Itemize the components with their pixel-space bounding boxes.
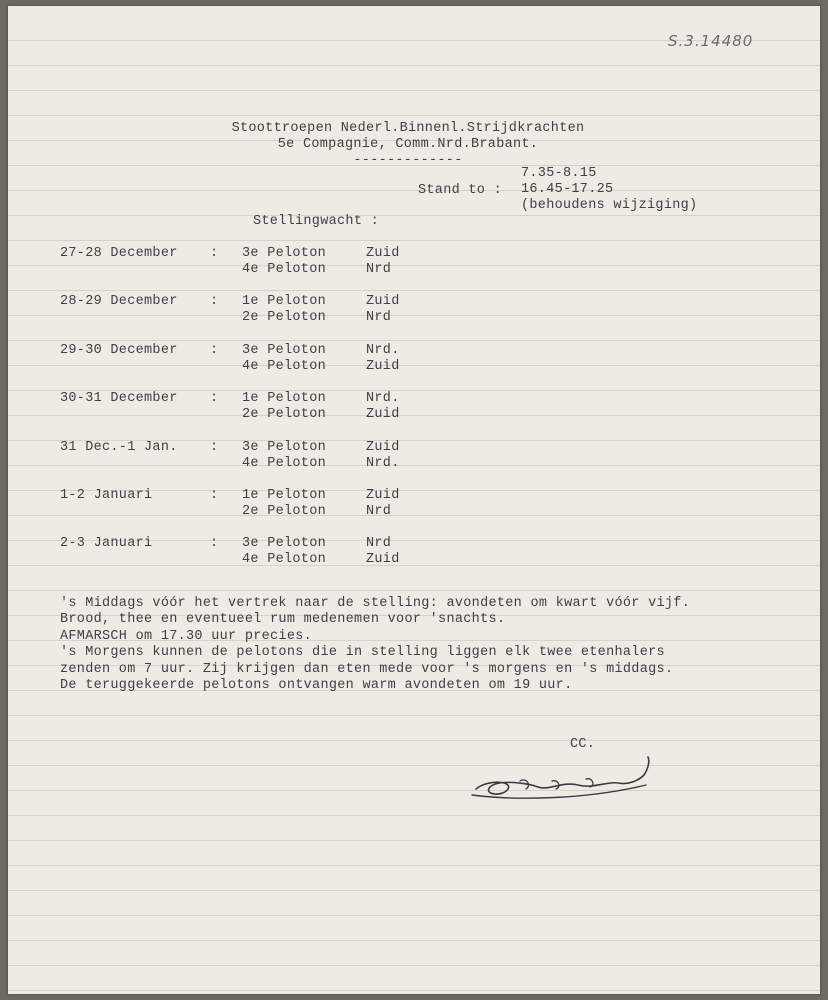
peloton-name: 2e Peloton <box>242 407 327 422</box>
note-line: zenden om 7 uur. Zij krijgen dan eten mede voor 's morgens en 's middags. <box>60 661 674 677</box>
peloton-name: 3e Peloton <box>242 246 327 261</box>
entry-colon: : <box>210 488 219 503</box>
schedule-entry <box>60 343 460 379</box>
peloton-name: 3e Peloton <box>242 440 327 455</box>
schedule-entry <box>60 294 460 330</box>
entry-date: 31 Dec.-1 Jan. <box>60 440 178 455</box>
schedule-entry <box>60 440 460 476</box>
entry-colon: : <box>210 391 219 406</box>
entry-colon: : <box>210 343 219 358</box>
peloton-position: Zuid <box>366 359 400 374</box>
entry-date: 1-2 Januari <box>60 488 153 503</box>
peloton-position: Nrd. <box>366 456 400 471</box>
stand-to-times <box>521 166 697 214</box>
header-line-2: 5e Compagnie, Comm.Nrd.Brabant. <box>277 137 539 152</box>
entry-colon: : <box>210 440 219 455</box>
entry-date: 28-29 December <box>60 294 178 309</box>
entry-date: 27-28 December <box>60 246 178 261</box>
entry-date: 29-30 December <box>60 343 178 358</box>
peloton-position: Nrd <box>366 504 392 519</box>
peloton-position: Zuid <box>366 294 400 309</box>
peloton-name: 3e Peloton <box>242 536 327 551</box>
peloton-name: 2e Peloton <box>242 310 327 325</box>
letterhead <box>198 121 618 169</box>
handwritten-signature <box>468 751 658 811</box>
peloton-name: 4e Peloton <box>242 262 327 277</box>
schedule-entry <box>60 488 460 524</box>
schedule-entry <box>60 246 460 282</box>
instructions-paragraph <box>60 596 690 694</box>
peloton-name: 3e Peloton <box>242 343 327 358</box>
peloton-position: Nrd. <box>366 343 400 358</box>
stand-to-time-1: 7.35-8.15 <box>521 166 597 181</box>
peloton-position: Nrd <box>366 310 392 325</box>
stand-to-label: Stand to : <box>418 183 503 198</box>
peloton-name: 4e Peloton <box>242 359 327 374</box>
entry-colon: : <box>210 246 219 261</box>
peloton-name: 2e Peloton <box>242 504 327 519</box>
peloton-name: 1e Peloton <box>242 488 327 503</box>
document-page <box>8 6 820 994</box>
entry-date: 2-3 Januari <box>60 536 153 551</box>
peloton-position: Zuid <box>366 246 400 261</box>
peloton-position: Zuid <box>366 488 400 503</box>
schedule-entry <box>60 391 460 427</box>
peloton-name: 1e Peloton <box>242 294 327 309</box>
peloton-position: Nrd <box>366 536 392 551</box>
entry-colon: : <box>210 536 219 551</box>
peloton-position: Zuid <box>366 440 400 455</box>
entry-colon: : <box>210 294 219 309</box>
peloton-position: Zuid <box>366 552 400 567</box>
header-underline: ------------- <box>353 153 463 168</box>
archive-number: S.3.14480 <box>668 32 754 50</box>
peloton-name: 4e Peloton <box>242 552 327 567</box>
stellingwacht-title: Stellingwacht : <box>253 214 380 229</box>
note-line: 's Morgens kunnen de pelotons die in stelling liggen elk twee etenhalers <box>60 645 665 661</box>
stand-to-time-2: 16.45-17.25 <box>521 182 614 197</box>
peloton-name: 1e Peloton <box>242 391 327 406</box>
stand-to-note: (behoudens wijziging) <box>521 198 698 213</box>
peloton-position: Nrd <box>366 262 392 277</box>
schedule-entry <box>60 536 460 572</box>
entry-date: 30-31 December <box>60 391 178 406</box>
note-line: AFMARSCH om 17.30 uur precies. <box>60 628 313 644</box>
note-line: 's Middags vóór het vertrek naar de stelling: avondeten om kwart vóór vijf. <box>60 596 691 611</box>
peloton-position: Zuid <box>366 407 400 422</box>
header-line-1: Stoottroepen Nederl.Binnenl.Strijdkrachten <box>231 121 585 136</box>
peloton-name: 4e Peloton <box>242 456 327 471</box>
cc-label: CC. <box>570 737 596 752</box>
note-line: Brood, thee en eventueel rum medenemen voor 'snachts. <box>60 612 506 628</box>
peloton-position: Nrd. <box>366 391 400 406</box>
note-line: De teruggekeerde pelotons ontvangen warm avondeten om 19 uur. <box>60 678 573 694</box>
